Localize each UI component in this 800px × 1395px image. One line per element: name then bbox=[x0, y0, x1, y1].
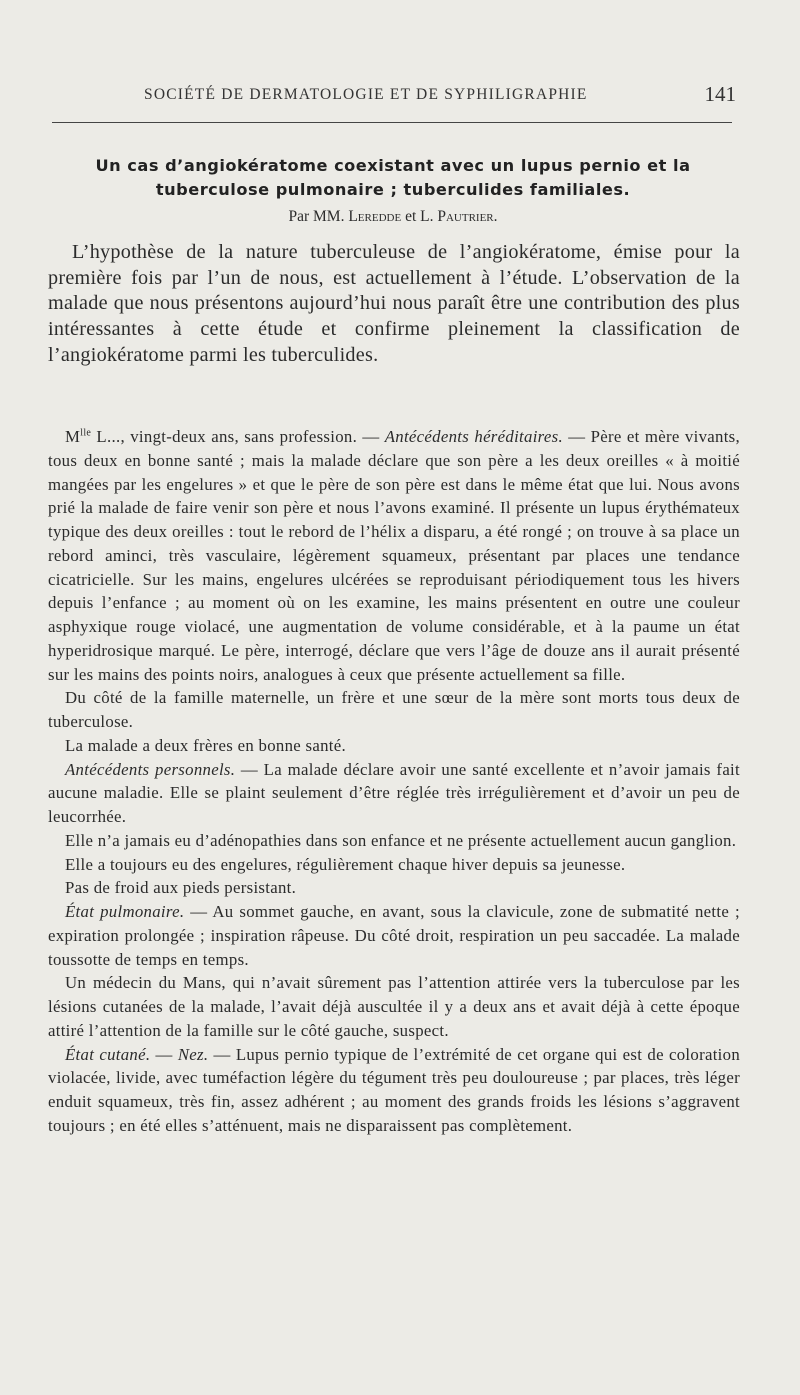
paragraph-maternal: Du côté de la famille maternelle, un frère et une sœur de la mère sont morts tous deux de tuberculose. bbox=[48, 688, 740, 731]
byline-and: et bbox=[405, 208, 417, 225]
pulmonary-text: — Au sommet gauche, en avant, sous la clavicule, zone de submatité nette ; expiration prolongée ; inspiration râpeuse. Du côté droit, respiration un peu saccadée. La malade toussotte de temps en temps. bbox=[48, 902, 740, 969]
byline bbox=[48, 208, 738, 226]
section-label-pulmonary: État pulmonaire. bbox=[65, 902, 185, 921]
heredity-text: — Père et mère vivants, tous deux en bonne santé ; mais la malade déclare que son père a les deux oreilles « à moitié mangées par les engelures » et que le père de son père est dans le même état que lui. Nous avons prié la malade de faire venir son père et nous l’avons examiné. Il présente un lupus érythémateux typique des deux oreilles : tout le rebord de l’hélix a disparu, a été rongé ; on trouve à sa place un rebord aminci, très vasculaire, légèrement squameux, présentant par places une tendance cicatricielle. Sur les mains, engelures ulcérées se reproduisant périodiquement tous les hivers depuis l’enfance ; au moment où on les examine, les mains présentent en outre une couleur asphyxique rouge violacé, une augmentation de volume considérable, et à la paume un état hyperidrosique marqué. Le père, interrogé, déclare que vers l’âge de douze ans il aurait présenté sur les mains des points noirs, analogues à ceux que présente actuellement sa fille. bbox=[48, 427, 740, 684]
paragraph-personal bbox=[48, 758, 740, 829]
section-label-heredity: Antécédents héréditaires. bbox=[384, 427, 563, 446]
header-rule bbox=[52, 122, 732, 123]
running-title: SOCIÉTÉ DE DERMATOLOGIE ET DE SYPHILIGRAPHIE bbox=[144, 86, 588, 103]
paragraph-chilblains: Elle a toujours eu des engelures, régulièrement chaque hiver depuis sa jeunesse. bbox=[65, 854, 626, 874]
body-section bbox=[48, 425, 740, 1138]
patient-intro: L..., vingt-deux ans, sans profession. — bbox=[91, 427, 385, 446]
paragraph-physician: Un médecin du Mans, qui n’avait sûrement pas l’attention attirée vers la tuberculose par les lésions cutanées de la malade, l’avait déjà auscultée il y a deux ans et avait déjà à cette époque attiré l’attention de la famille sur le côté gauche, suspect. bbox=[48, 973, 740, 1040]
article-title bbox=[48, 154, 738, 202]
paragraph-pulmonary bbox=[48, 900, 740, 971]
intro-section bbox=[48, 240, 740, 369]
honorific-superscript: lle bbox=[80, 427, 92, 439]
honorific: M bbox=[65, 427, 81, 446]
cutaneous-dash: — bbox=[150, 1044, 178, 1064]
section-label-cutaneous: État cutané. bbox=[65, 1044, 151, 1064]
section-label-nose: Nez. bbox=[177, 1044, 209, 1064]
cutaneous-text: — Lupus pernio typique de l’extrémité de cet organe qui est de coloration violacée, livide, avec tuméfaction légère du tégument très peu douloureuse ; par places, très léger enduit squameux, très fin, assez adhérent ; au moment des grands froids les lésions s’aggravent toujours ; en été elles s’atténuent, mais ne disparaissent pas complètement. bbox=[48, 1044, 741, 1135]
paragraph-adenopathy: Elle n’a jamais eu d’adénopathies dans son enfance et ne présente actuellement aucun ganglion. bbox=[65, 830, 737, 850]
paragraph-heredity bbox=[48, 425, 740, 686]
personal-text: — La malade déclare avoir une santé excellente et n’avoir jamais fait aucune maladie. Elle se plaint seulement d’être réglée très irrégulièrement et d’avoir un peu de leucorrhée. bbox=[48, 759, 740, 826]
author-2: L. Pautrier. bbox=[420, 208, 498, 225]
paragraph-cutaneous bbox=[48, 1043, 740, 1138]
article-title-line-1: Un cas d’angiokératome coexistant avec un lupus pernio et la bbox=[95, 156, 691, 175]
byline-prefix: Par MM. bbox=[288, 208, 345, 225]
intro-paragraph: L’hypothèse de la nature tuberculeuse de l’angiokératome, émise pour la première fois par l’un de nous, est actuellement à l’étude. L’observation de la malade que nous présentons aujourd’hui nous paraît être une contribution des plus intéressantes à cette étude et confirme pleinement la classification de l’angiokératome parmi les tuberculides. bbox=[48, 241, 740, 366]
section-label-personal: Antécédents personnels. bbox=[65, 759, 236, 779]
page-number: 141 bbox=[704, 82, 736, 106]
paragraph-cold-feet: Pas de froid aux pieds persistant. bbox=[65, 878, 297, 898]
author-1: Leredde bbox=[348, 208, 402, 225]
paragraph-siblings: La malade a deux frères en bonne santé. bbox=[65, 735, 347, 755]
running-header bbox=[48, 84, 738, 114]
article-title-line-2: tuberculose pulmonaire ; tuberculides familiales. bbox=[155, 180, 631, 199]
